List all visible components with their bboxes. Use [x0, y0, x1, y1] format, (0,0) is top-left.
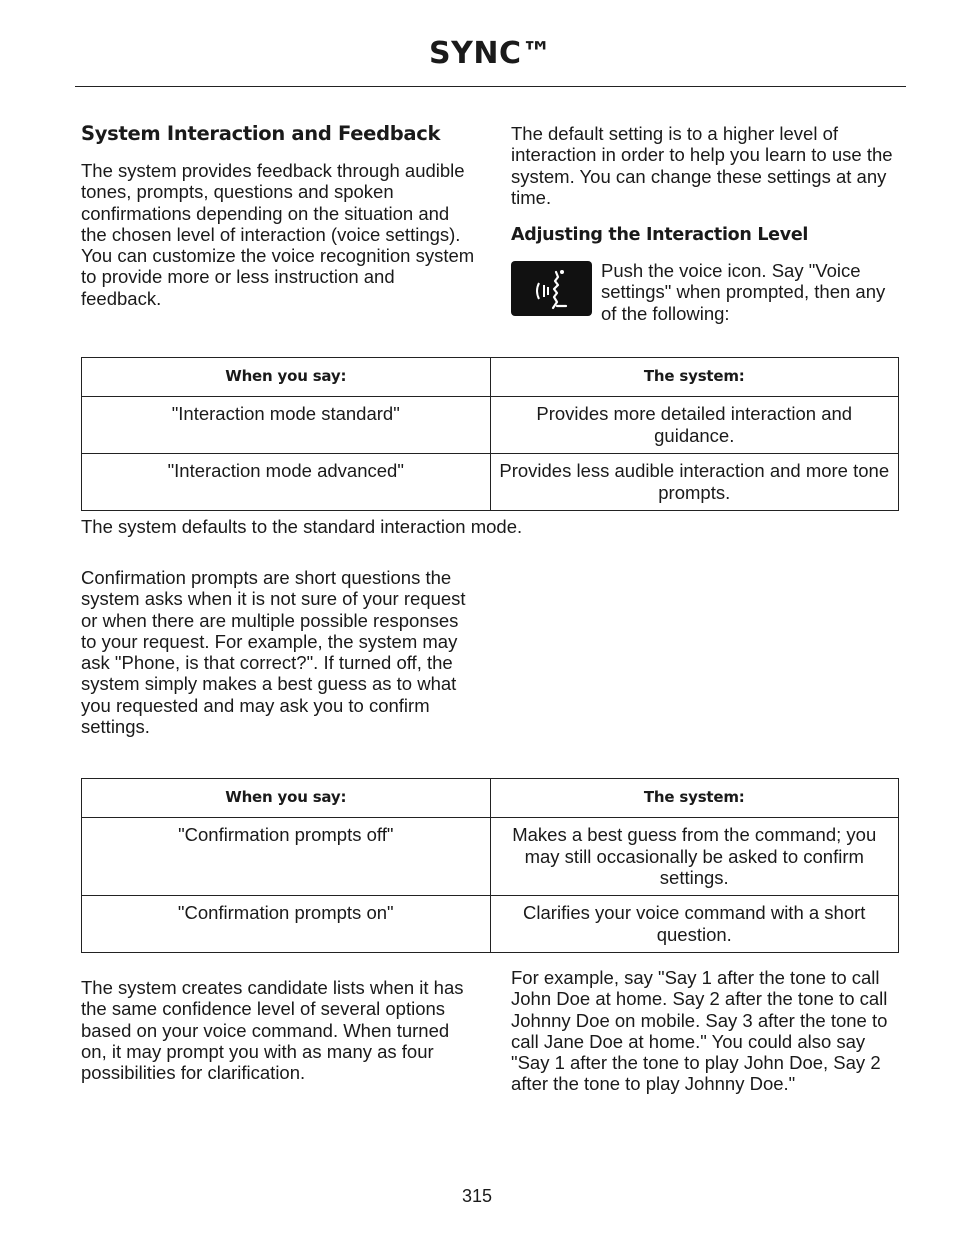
- table-row: [82, 454, 899, 511]
- column-header: The system:: [490, 779, 899, 818]
- settings-column: [511, 123, 903, 246]
- example-paragraph: For example, say "Say 1 after the tone to call John Doe at home. Say 2 after the tone to call Johnny Doe on mobile. Say 3 after the tone to call Jane Doe at home." You could also say "Say 1 after the tone to play John Doe, Say 2 after the tone to play Johnny Doe.": [511, 967, 888, 1095]
- column-header: The system:: [490, 358, 899, 397]
- table-row: [82, 397, 899, 454]
- confirmation-paragraph: Confirmation prompts are short questions the system asks when it is not sure of your request or when there are multiple possible responses to your request. For example, the system may ask "Phone, is that correct?". If turned off, the system simply makes a best guess as to what you requested and may ask you to confirm settings.: [81, 567, 466, 738]
- column-header: When you say:: [82, 358, 491, 397]
- table-row: [82, 818, 899, 896]
- table-row: [82, 896, 899, 953]
- command-cell: "Confirmation prompts on": [82, 896, 491, 953]
- response-cell: Makes a best guess from the command; you may still occasionally be asked to confirm settings.: [490, 818, 899, 896]
- command-cell: "Confirmation prompts off": [82, 818, 491, 896]
- response-cell: Provides less audible interaction and more tone prompts.: [490, 454, 899, 511]
- response-cell: Clarifies your voice command with a short question.: [490, 896, 899, 953]
- table-header-row: [82, 779, 899, 818]
- table-header-row: [82, 358, 899, 397]
- interaction-level-table: [81, 357, 899, 511]
- interaction-level-heading: Adjusting the Interaction Level: [511, 225, 809, 246]
- defaults-note: The system defaults to the standard interaction mode.: [81, 516, 523, 537]
- response-cell: Provides more detailed interaction and guidance.: [490, 397, 899, 454]
- command-cell: "Interaction mode standard": [82, 397, 491, 454]
- page-number: 315: [461, 1186, 493, 1206]
- candidate-list-paragraph: The system creates candidate lists when it has the same confidence level of several options based on your voice command. When turned on, it may prompt you with as many as four possibilities for clarification.: [81, 977, 464, 1084]
- page-title: SYNC™: [429, 36, 552, 71]
- voice-icon: [511, 261, 592, 316]
- intro-column: [81, 122, 476, 309]
- confirmation-prompts-table: [81, 778, 899, 953]
- default-setting-paragraph: The default setting is to a higher level of interaction in order to help you learn to use the system. You can change these settings at any time.: [511, 123, 893, 208]
- command-cell: "Interaction mode advanced": [82, 454, 491, 511]
- column-header: When you say:: [82, 779, 491, 818]
- intro-paragraph: The system provides feedback through audible tones, prompts, questions and spoken confirmations depending on the situation and the chosen level of interaction (voice settings). You can customize the voice recognition system to provide more or less instruction and feedback.: [81, 160, 475, 309]
- page-header: [75, 0, 906, 87]
- section-heading: System Interaction and Feedback: [81, 122, 441, 145]
- voice-icon-instruction: Push the voice icon. Say "Voice settings" when prompted, then any of the following:: [601, 260, 886, 324]
